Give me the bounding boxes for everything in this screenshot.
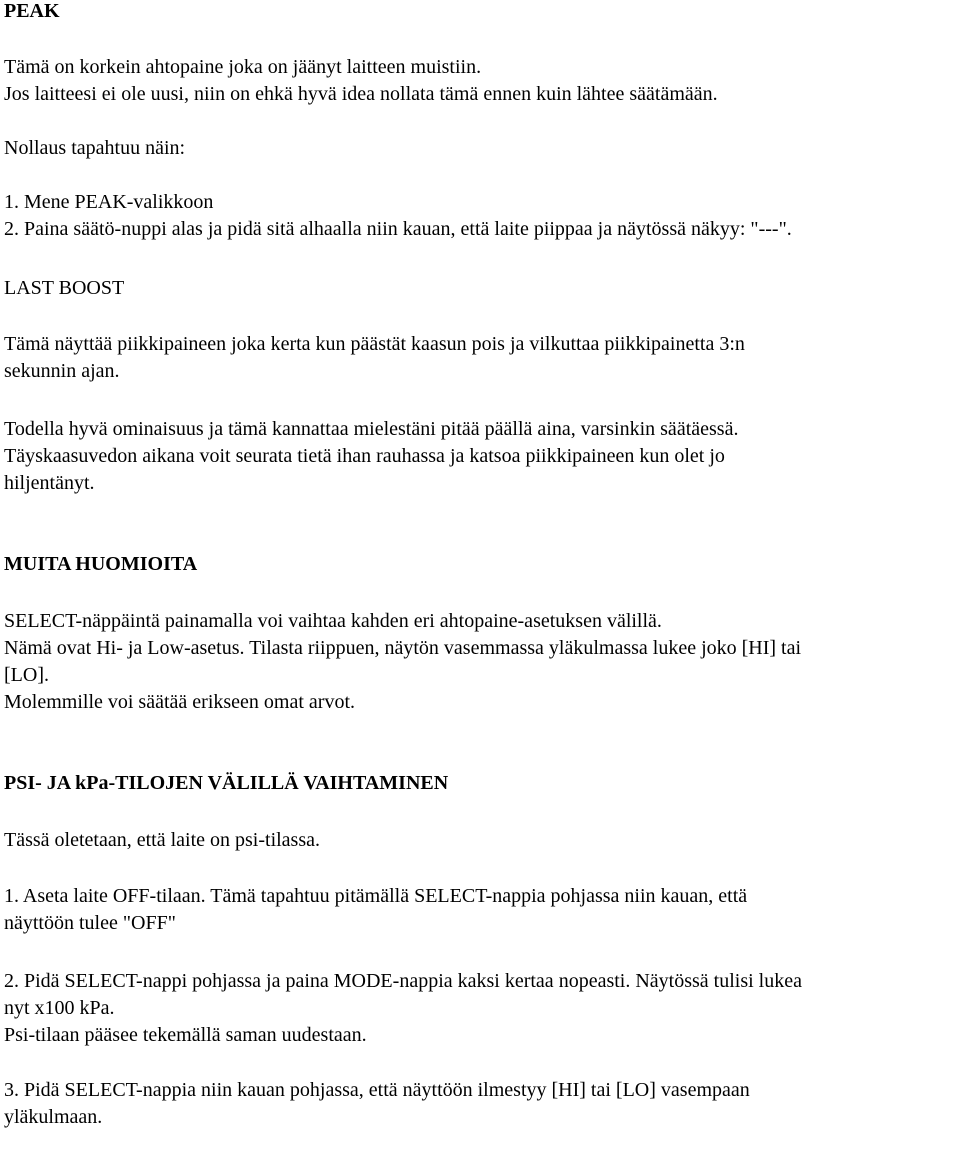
peak-step-1: 1. Mene PEAK-valikkoon xyxy=(4,191,214,213)
last-boost-paragraph-line: Täyskaasuvedon aikana voit seurata tietä ihan rauhassa ja katsoa piikkipaineen kun olet jo xyxy=(4,445,725,467)
psi-kpa-intro: Tässä oletetaan, että laite on psi-tilassa. xyxy=(4,829,320,851)
spacer xyxy=(4,854,956,881)
spacer xyxy=(4,797,956,824)
spacer xyxy=(4,937,956,964)
last-boost-paragraph-line: hiljentänyt. xyxy=(4,472,95,494)
psi-kpa-step-2-line: Psi-tilaan pääsee tekemällä saman uudestaan. xyxy=(4,1024,367,1046)
spacer xyxy=(4,497,956,524)
peak-reset-intro: Nollaus tapahtuu näin: xyxy=(4,137,186,159)
peak-paragraph-line: Jos laitteesi ei ole uusi, niin on ehkä hyvä idea nollata tämä ennen kuin lähtee säätämään. xyxy=(4,83,718,105)
last-boost-paragraph-line: sekunnin ajan. xyxy=(4,360,120,382)
spacer xyxy=(4,1049,956,1076)
last-boost-paragraph-line: Tämä näyttää piikkipaineen joka kerta kun päästät kaasun pois ja vilkuttaa piikkipainetta 3:n xyxy=(4,333,745,355)
psi-kpa-heading: PSI- JA kPa-TILOJEN VÄLILLÄ VAIHTAMINEN xyxy=(4,772,449,794)
psi-kpa-step-2-line: 2. Pidä SELECT-nappi pohjassa ja paina MODE-nappia kaksi kertaa nopeasti. Näytössä tulisi lukea xyxy=(4,970,802,992)
last-boost-paragraph-line: Todella hyvä ominaisuus ja tämä kannattaa mielestäni pitää päällä aina, varsinkin säätäessä. xyxy=(4,418,739,440)
peak-heading: PEAK xyxy=(4,0,60,22)
spacer xyxy=(4,716,956,743)
spacer xyxy=(4,385,956,412)
document-page xyxy=(4,0,956,1131)
spacer xyxy=(4,302,956,329)
peak-paragraph-line: Tämä on korkein ahtopaine joka on jäänyt laitteen muistiin. xyxy=(4,56,482,78)
muita-paragraph-line: Molemmille voi säätää erikseen omat arvot. xyxy=(4,691,355,713)
last-boost-heading: LAST BOOST xyxy=(4,277,125,299)
psi-kpa-step-2-line: nyt x100 kPa. xyxy=(4,997,115,1019)
muita-paragraph-line: Nämä ovat Hi- ja Low-asetus. Tilasta riippuen, näytön vasemmassa yläkulmassa lukee joko [HI] tai xyxy=(4,637,802,659)
spacer xyxy=(4,162,956,189)
psi-kpa-step-3-line: yläkulmaan. xyxy=(4,1106,103,1128)
spacer xyxy=(4,243,956,270)
psi-kpa-step-1-line: 1. Aseta laite OFF-tilaan. Tämä tapahtuu pitämällä SELECT-nappia pohjassa niin kauan, että xyxy=(4,885,748,907)
psi-kpa-step-1-line: näyttöön tulee "OFF" xyxy=(4,912,176,934)
muita-huomioita-heading: MUITA HUOMIOITA xyxy=(4,553,198,575)
muita-paragraph-line: [LO]. xyxy=(4,664,49,686)
spacer xyxy=(4,25,956,52)
spacer xyxy=(4,578,956,605)
spacer xyxy=(4,108,956,135)
psi-kpa-step-3-line: 3. Pidä SELECT-nappia niin kauan pohjassa, että näyttöön ilmestyy [HI] tai [LO] vasempaan xyxy=(4,1079,750,1101)
muita-paragraph-line: SELECT-näppäintä painamalla voi vaihtaa kahden eri ahtopaine-asetuksen välillä. xyxy=(4,610,662,632)
peak-step-2: 2. Paina säätö-nuppi alas ja pidä sitä alhaalla niin kauan, että laite piippaa ja näytössä näkyy: "---". xyxy=(4,218,792,240)
